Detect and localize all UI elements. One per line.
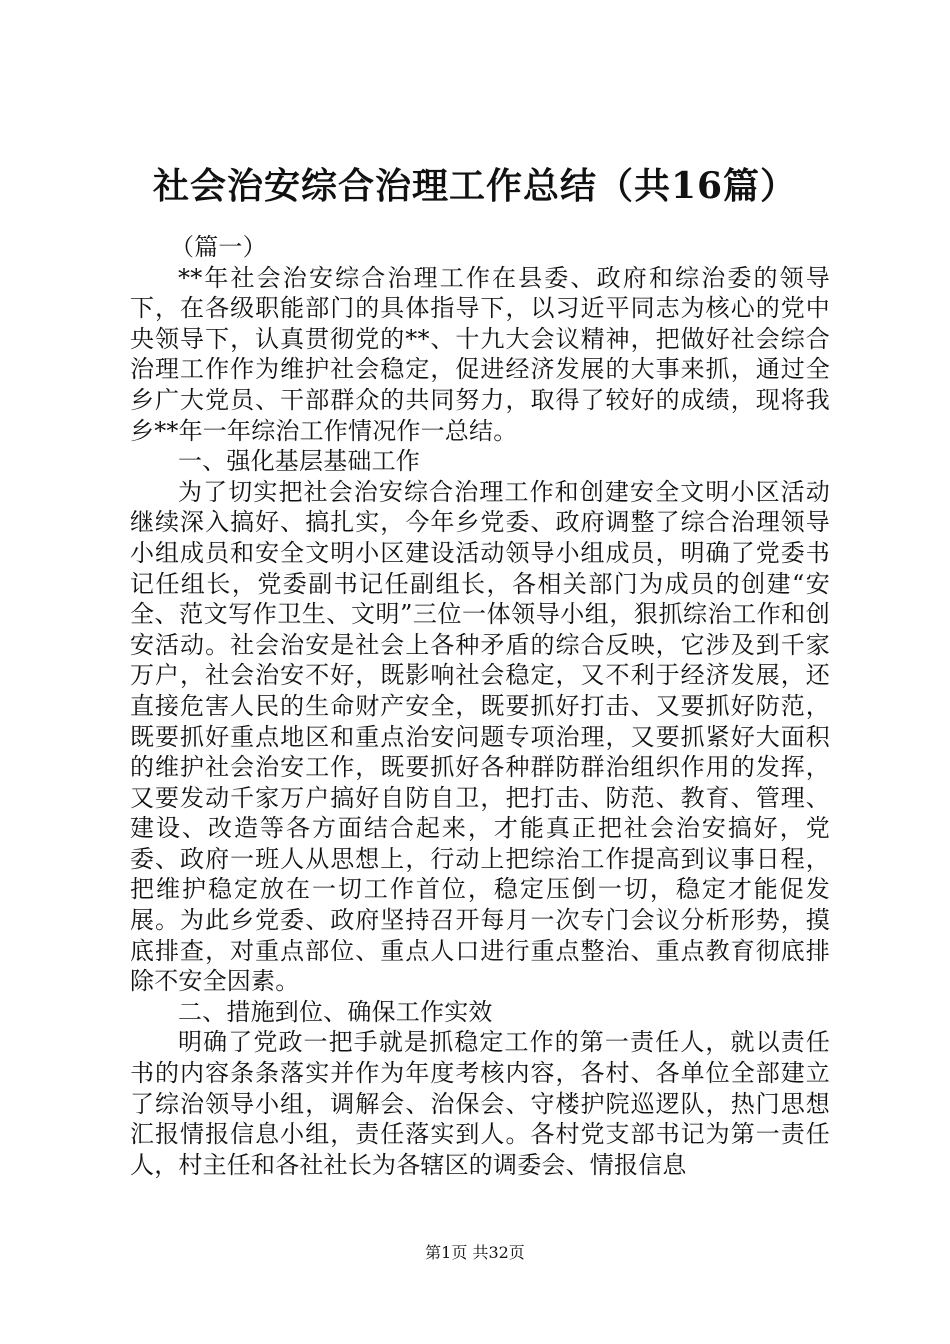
heading-section-two: 二、措施到位、确保工作实效	[178, 997, 493, 1026]
heading-section-one: 一、强化基层基础工作	[178, 447, 420, 476]
section-label-part-one: （篇一）	[170, 233, 267, 261]
document-title: 社会治安综合治理工作总结（共16篇）	[152, 165, 798, 207]
page-footer: 第1页 共32页	[425, 1243, 525, 1262]
paragraph-section-two: 明确了党政一把手就是抓稳定工作的第一责任人，就以责任书的内容条条落实并作为年度考核内容，各村、各单位全部建立了综治领导小组，调解会、治保会、守楼护院巡逻队，热门思想汇报情报信息小组，责任落实到人。各村党支部书记为第一责任人，村主任和各社社长为各辖区的调委会、情报信息	[130, 1028, 830, 1179]
paragraph-section-one: 为了切实把社会治安综合治理工作和创建安全文明小区活动继续深入搞好、搞扎实，今年乡党委、政府调整了综合治理领导小组成员和安全文明小区建设活动领导小组成员，明确了党委书记任组长，党委副书记任副组长，各相关部门为成员的创建“安全、范文写作卫生、文明”三位一体领导小组，狠抓综治工作和创安活动。社会治安是社会上各种矛盾的综合反映，它涉及到千家万户，社会治安不好，既影响社会稳定，又不利于经济发展，还直接危害人民的生命财产安全，既要抓好打击、又要抓好防范，既要抓好重点地区和重点治安问题专项治理，又要抓紧好大面积的维护社会治安工作，既要抓好各种群防群治组织作用的发挥，又要发动千家万户搞好自防自卫，把打击、防范、教育、管理、建设、改造等各方面结合起来，才能真正把社会治安搞好，党委、政府一班人从思想上，行动上把综治工作提高到议事日程，把维护稳定放在一切工作首位，稳定压倒一切，稳定才能促发展。为此乡党委、政府坚持召开每月一次专门会议分析形势，摸底排查，对重点部位、重点人口进行重点整治、重点教育彻底排除不安全因素。	[130, 477, 830, 996]
paragraph-intro: **年社会治安综合治理工作在县委、政府和综治委的领导下，在各级职能部门的具体指导下，以习近平同志为核心的党中央领导下，认真贯彻党的**、十九大会议精神，把做好社会综合治理工作作为维护社会稳定，促进经济发展的大事来抓，通过全乡广大党员、干部群众的共同努力，取得了较好的成绩，现将我乡**年一年综治工作情况作一总结。	[130, 263, 830, 445]
document-body	[130, 232, 830, 1180]
